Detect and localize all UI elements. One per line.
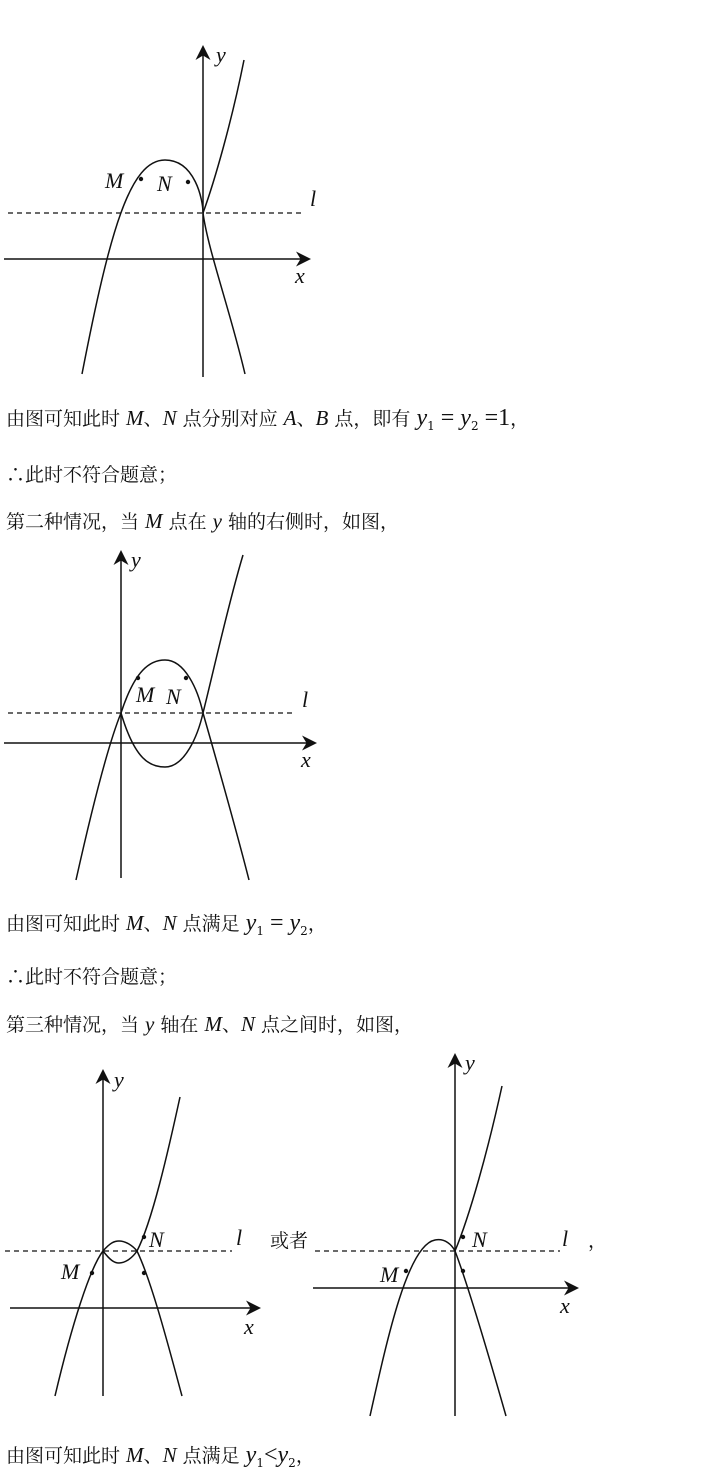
- label-m: M: [105, 168, 124, 193]
- parabola-right: [203, 60, 244, 213]
- point-m: [90, 1271, 94, 1275]
- label-l: l: [236, 1225, 243, 1250]
- graph-1: [0, 40, 330, 385]
- label-l: l: [302, 687, 309, 712]
- figure-case-2: [0, 545, 330, 885]
- label-y: y: [216, 42, 226, 67]
- graph-2: [0, 545, 330, 885]
- text-line-5: ∴此时不符合题意；: [6, 966, 178, 988]
- label-m: M: [136, 682, 155, 707]
- point-n-lower: [461, 1269, 465, 1273]
- text-line-7: 由图可知此时 M、N 点满足 $y_1<y_2$，: [6, 1442, 315, 1470]
- label-l: l: [562, 1226, 569, 1251]
- point-m: [136, 676, 140, 680]
- label-m: M: [61, 1259, 80, 1284]
- parabola-up: [103, 1097, 180, 1263]
- text-line-6: 第三种情况，当 y 轴在 M、N 点之间时，如图，: [6, 1012, 414, 1036]
- label-n: N: [166, 684, 181, 709]
- point-n-upper: [142, 1235, 146, 1239]
- point-m: [139, 177, 143, 181]
- label-n: N: [149, 1227, 164, 1252]
- text-line-4: 由图可知此时 M、N 点满足 $y_1 = y_2$，: [6, 910, 327, 938]
- figure-case-3b: [310, 1050, 580, 1420]
- label-n: N: [157, 171, 172, 196]
- point-n: [186, 180, 190, 184]
- label-x: x: [244, 1314, 254, 1339]
- figure-case-3a: [0, 1062, 270, 1407]
- text-line-3: 第二种情况，当 M 点在 y 轴的右侧时，如图，: [6, 509, 400, 533]
- label-y: y: [131, 547, 141, 572]
- point-n: [184, 676, 188, 680]
- graph-3: [0, 1062, 270, 1407]
- label-x: x: [295, 263, 305, 288]
- label-l: l: [310, 186, 317, 211]
- or-text: 或者: [270, 1230, 309, 1252]
- label-n: N: [472, 1227, 487, 1252]
- label-x: x: [560, 1293, 570, 1318]
- parabola-down: [76, 660, 249, 880]
- label-x: x: [301, 747, 311, 772]
- point-n-lower: [142, 1271, 146, 1275]
- parabola-up: [121, 555, 243, 767]
- text-line-1: 由图可知此时 M、N 点分别对应 A、B 点，即有 $y_1 = y_2 =1$，: [6, 405, 530, 433]
- graph-4: [310, 1050, 580, 1420]
- point-m: [404, 1269, 408, 1273]
- point-n-upper: [461, 1235, 465, 1239]
- label-y: y: [114, 1067, 124, 1092]
- text-line-2: ∴此时不符合题意；: [6, 464, 178, 486]
- label-y: y: [465, 1050, 475, 1075]
- trailing-comma: ，: [588, 1230, 608, 1252]
- figure-case-1: [0, 40, 330, 385]
- label-m: M: [380, 1262, 399, 1287]
